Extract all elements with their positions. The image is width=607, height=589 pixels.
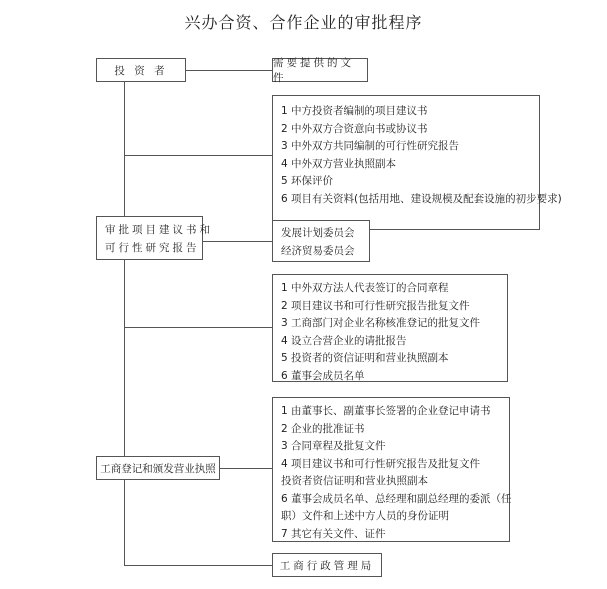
investor-label: 投 资 者 (114, 64, 168, 77)
registration-node (96, 456, 220, 480)
registration-label: 工商登记和颁发营业执照 (100, 462, 216, 475)
required-docs-node (272, 58, 368, 82)
list-item: 5 环保评价 (281, 175, 334, 187)
connector-registration-group3 (220, 468, 272, 469)
list-item: 职）文件和上述中方人员的身份证明 (281, 510, 449, 522)
list-item: 5 投资者的资信证明和营业执照副本 (281, 352, 449, 364)
list-item: 4 项目建议书和可行性研究报告及批复文件 (281, 457, 481, 470)
approval-label-line1: 审批项目建议书和 (105, 224, 213, 236)
investor-node (96, 58, 186, 82)
approval-node (96, 216, 213, 260)
committees-node (272, 220, 370, 262)
approval-label-line2: 可行性研究报告 (105, 241, 200, 254)
list-item: 2 中外双方合资意向书或协议书 (281, 122, 428, 135)
list-item: 6 董事会成员名单 (281, 369, 365, 382)
bureau-label: 工商行政管理局 (279, 559, 375, 572)
connector-trunk (124, 80, 125, 565)
list-item: 6 项目有关资料(包括用地、建设规模及配套设施的初步要求) (281, 192, 562, 205)
list-item: 4 设立合营企业的请批报告 (281, 334, 407, 347)
list-item: 1 中方投资者编制的项目建议书 (281, 105, 428, 117)
list-item: 3 合同章程及批复文件 (281, 440, 386, 452)
list-item: 1 中外双方法人代表签订的合同章程 (281, 282, 449, 294)
connector-trunk-bureau (124, 565, 272, 566)
connector-approval-committees (203, 241, 272, 242)
docs-group-2 (272, 274, 508, 382)
list-item: 2 企业的批准证书 (281, 422, 365, 435)
list-item: 3 中外双方共同编制的可行性研究报告 (281, 140, 460, 152)
diagram-title: 兴办合资、合作企业的审批程序 (184, 13, 423, 32)
list-item: 1 由董事长、副董事长签署的企业登记申请书 (281, 405, 491, 417)
list-item: 7 其它有关文件、证件 (281, 527, 386, 540)
committee-line1: 发展计划委员会 (281, 227, 355, 239)
docs-group-3 (272, 397, 510, 542)
list-item: 投资者资信证明和营业执照副本 (281, 475, 428, 487)
list-item: 4 中外双方营业执照副本 (281, 157, 397, 170)
connector-investor-docs (186, 70, 272, 71)
list-item: 2 项目建议书和可行性研究报告批复文件 (281, 299, 470, 312)
docs-group-1 (272, 95, 562, 230)
list-item: 3 工商部门对企业名称核准登记的批复文件 (281, 317, 481, 329)
list-item: 6 董事会成员名单、总经理和副总经理的委派（任 (281, 492, 512, 505)
connector-trunk-group2 (124, 327, 272, 328)
required-docs-label: 需要提供的文件 (273, 57, 354, 84)
bureau-node (272, 553, 382, 577)
committee-line2: 经济贸易委员会 (281, 244, 355, 257)
connector-trunk-group1 (124, 155, 272, 156)
